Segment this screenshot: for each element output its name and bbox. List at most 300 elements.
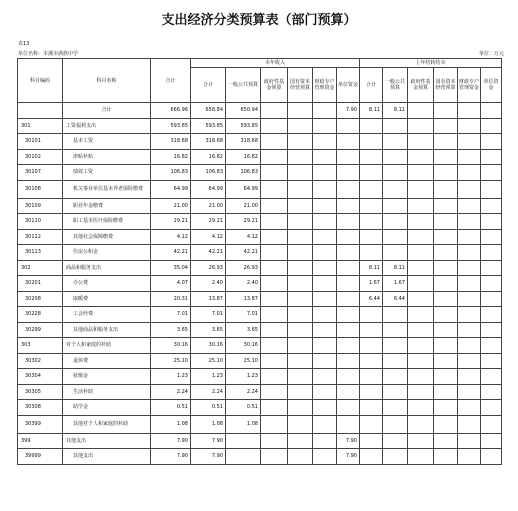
row-value-total: 1.08 <box>151 415 191 433</box>
row-value-v5 <box>313 198 337 214</box>
row-value-v6 <box>337 322 360 338</box>
row-code: 30108 <box>18 180 63 198</box>
row-value-v2: 26.93 <box>226 260 261 276</box>
row-code: 30399 <box>18 415 63 433</box>
row-value-w1: 8.11 <box>360 260 383 276</box>
row-value-v6 <box>337 214 360 230</box>
row-value-w2: 8.11 <box>383 103 408 119</box>
row-code: 30308 <box>18 400 63 416</box>
row-name: 合计 <box>63 103 151 119</box>
row-value-v2: 593.85 <box>226 118 261 134</box>
row-value-v2: 0.51 <box>226 400 261 416</box>
row-value-w6 <box>481 229 502 245</box>
row-value-total: 42.21 <box>151 245 191 261</box>
row-value-v6 <box>337 338 360 354</box>
table-number: 表13 <box>18 41 30 47</box>
row-value-v3 <box>261 245 288 261</box>
row-value-v3 <box>261 103 288 119</box>
row-value-v2: 318.68 <box>226 134 261 150</box>
row-value-w2 <box>383 134 408 150</box>
row-value-v6 <box>337 165 360 181</box>
row-name: 其他对个人和家庭的补助 <box>63 415 151 433</box>
header-carryover-col-3: 国有资本经营预算 <box>434 68 458 103</box>
row-value-v5 <box>313 214 337 230</box>
row-value-v4 <box>288 433 313 449</box>
row-value-w1 <box>360 165 383 181</box>
row-value-v1: 7.01 <box>191 307 226 323</box>
table-row <box>18 433 502 449</box>
row-value-v5 <box>313 118 337 134</box>
row-value-w3 <box>408 369 434 385</box>
money-unit: 单位：万元 <box>478 51 504 57</box>
row-code: 30109 <box>18 198 63 214</box>
row-value-w1 <box>360 384 383 400</box>
row-value-total: 1.23 <box>151 369 191 385</box>
row-code: 301 <box>18 118 63 134</box>
row-value-v3 <box>261 149 288 165</box>
row-name: 绩效工资 <box>63 165 151 181</box>
row-value-v1: 7.90 <box>191 433 226 449</box>
row-value-v2: 2.24 <box>226 384 261 400</box>
table-row <box>18 291 502 307</box>
row-value-w3 <box>408 307 434 323</box>
row-name: 津贴补贴 <box>63 149 151 165</box>
row-value-total: 25.10 <box>151 353 191 369</box>
table-row <box>18 322 502 338</box>
row-value-v6 <box>337 369 360 385</box>
row-value-v2: 29.21 <box>226 214 261 230</box>
row-value-w1: 6.44 <box>360 291 383 307</box>
row-value-v2: 30.16 <box>226 338 261 354</box>
row-value-v3 <box>261 229 288 245</box>
row-value-w1 <box>360 369 383 385</box>
row-name: 抚恤金 <box>63 369 151 385</box>
row-name: 工资福利支出 <box>63 118 151 134</box>
row-value-v5 <box>313 353 337 369</box>
row-value-v6 <box>337 353 360 369</box>
table-row <box>18 118 502 134</box>
row-value-w3 <box>408 180 434 198</box>
row-value-w1 <box>360 134 383 150</box>
row-value-v6 <box>337 291 360 307</box>
row-name: 机关事业单位基本养老保险缴费 <box>63 180 151 198</box>
row-value-v5 <box>313 149 337 165</box>
row-value-w5 <box>458 198 481 214</box>
row-value-v4 <box>288 369 313 385</box>
row-value-v2: 106.83 <box>226 165 261 181</box>
row-value-v1: 64.99 <box>191 180 226 198</box>
row-value-total: 21.00 <box>151 198 191 214</box>
row-value-w2: 8.11 <box>383 260 408 276</box>
table-row <box>18 276 502 292</box>
row-name: 其他商品和服务支出 <box>63 322 151 338</box>
row-value-v3 <box>261 449 288 465</box>
row-value-w2 <box>383 415 408 433</box>
row-value-w6 <box>481 369 502 385</box>
row-value-v4 <box>288 353 313 369</box>
row-value-w4 <box>434 198 458 214</box>
row-value-w2 <box>383 384 408 400</box>
row-value-w5 <box>458 180 481 198</box>
row-value-v4 <box>288 180 313 198</box>
row-value-w1 <box>360 180 383 198</box>
row-value-total: 2.24 <box>151 384 191 400</box>
row-value-w1: 1.67 <box>360 276 383 292</box>
row-value-v5 <box>313 322 337 338</box>
row-value-w4 <box>434 180 458 198</box>
row-value-w2 <box>383 369 408 385</box>
row-value-w6 <box>481 245 502 261</box>
row-value-w1: 8.11 <box>360 103 383 119</box>
row-value-w6 <box>481 260 502 276</box>
row-value-v2: 13.87 <box>226 291 261 307</box>
row-value-w1 <box>360 149 383 165</box>
row-value-v2 <box>226 433 261 449</box>
row-value-w6 <box>481 307 502 323</box>
row-code <box>18 103 63 119</box>
header-current-col-4: 财政专户管理资金 <box>313 68 337 103</box>
row-value-w4 <box>434 165 458 181</box>
row-value-v3 <box>261 291 288 307</box>
header-carryover-col-2: 政府性基金预算 <box>408 68 434 103</box>
row-value-w2 <box>383 118 408 134</box>
row-value-w3 <box>408 449 434 465</box>
row-value-v4 <box>288 384 313 400</box>
row-value-v1: 42.21 <box>191 245 226 261</box>
row-value-v5 <box>313 260 337 276</box>
row-value-w6 <box>481 400 502 416</box>
row-value-total: 3.65 <box>151 322 191 338</box>
row-code: 30113 <box>18 245 63 261</box>
row-name: 办公费 <box>63 276 151 292</box>
table-row <box>18 198 502 214</box>
budget-table <box>17 58 502 465</box>
row-value-total: 35.04 <box>151 260 191 276</box>
row-value-v4 <box>288 165 313 181</box>
row-value-v3 <box>261 384 288 400</box>
row-value-v4 <box>288 276 313 292</box>
row-value-w3 <box>408 103 434 119</box>
row-value-total: 64.99 <box>151 180 191 198</box>
row-value-w4 <box>434 322 458 338</box>
row-value-w4 <box>434 449 458 465</box>
row-name: 基本工资 <box>63 134 151 150</box>
row-value-w6 <box>481 149 502 165</box>
row-value-v6 <box>337 180 360 198</box>
row-value-w1 <box>360 245 383 261</box>
row-value-v1: 7.90 <box>191 449 226 465</box>
row-name: 其他社会保障缴费 <box>63 229 151 245</box>
row-value-w2 <box>383 353 408 369</box>
row-value-w3 <box>408 260 434 276</box>
row-value-w6 <box>481 322 502 338</box>
row-value-v4 <box>288 338 313 354</box>
row-value-total: 666.96 <box>151 103 191 119</box>
row-value-v2: 1.23 <box>226 369 261 385</box>
row-value-w2 <box>383 149 408 165</box>
row-value-w3 <box>408 134 434 150</box>
row-value-w2 <box>383 307 408 323</box>
header-current-col-3: 国有资本经营预算 <box>288 68 313 103</box>
row-value-w4 <box>434 384 458 400</box>
row-value-w4 <box>434 229 458 245</box>
row-code: 302 <box>18 260 63 276</box>
row-value-w3 <box>408 245 434 261</box>
row-value-w3 <box>408 384 434 400</box>
row-code: 30101 <box>18 134 63 150</box>
row-value-v5 <box>313 165 337 181</box>
row-value-w1 <box>360 307 383 323</box>
row-value-w5 <box>458 338 481 354</box>
row-value-w4 <box>434 353 458 369</box>
header-current-col-1: 一般公共预算 <box>226 68 261 103</box>
row-value-v4 <box>288 307 313 323</box>
row-value-v6 <box>337 198 360 214</box>
row-value-w2: 6.44 <box>383 291 408 307</box>
header-carryover: 上年结转结余 <box>360 59 502 68</box>
row-value-v4 <box>288 229 313 245</box>
row-value-w6 <box>481 384 502 400</box>
row-value-v2: 7.01 <box>226 307 261 323</box>
row-value-w6 <box>481 276 502 292</box>
unit-name: 单位名称：本溪市满族中学 <box>18 51 79 57</box>
row-value-v6 <box>337 276 360 292</box>
row-value-v5 <box>313 369 337 385</box>
row-value-w3 <box>408 400 434 416</box>
row-value-w3 <box>408 149 434 165</box>
row-value-v4 <box>288 322 313 338</box>
row-value-v2 <box>226 449 261 465</box>
header-code: 科目编码 <box>18 59 63 103</box>
row-value-w1 <box>360 214 383 230</box>
row-value-v5 <box>313 307 337 323</box>
row-value-v6: 7.90 <box>337 103 360 119</box>
row-value-v3 <box>261 276 288 292</box>
header-total: 合计 <box>151 59 191 103</box>
row-value-w6 <box>481 214 502 230</box>
row-value-w5 <box>458 369 481 385</box>
row-value-w3 <box>408 353 434 369</box>
table-row <box>18 245 502 261</box>
row-value-v5 <box>313 415 337 433</box>
row-value-w5 <box>458 149 481 165</box>
row-value-w1 <box>360 400 383 416</box>
row-value-v3 <box>261 118 288 134</box>
row-code: 30228 <box>18 307 63 323</box>
row-value-w2 <box>383 165 408 181</box>
row-value-w5 <box>458 415 481 433</box>
row-value-v5 <box>313 134 337 150</box>
row-value-w2 <box>383 322 408 338</box>
row-value-total: 16.82 <box>151 149 191 165</box>
row-value-w2 <box>383 198 408 214</box>
row-value-v6: 7.90 <box>337 433 360 449</box>
header-carryover-col-1: 一般公共预算 <box>383 68 408 103</box>
row-name: 工会经费 <box>63 307 151 323</box>
row-value-w6 <box>481 338 502 354</box>
row-value-v1: 658.84 <box>191 103 226 119</box>
row-value-v6 <box>337 307 360 323</box>
table-row <box>18 180 502 198</box>
row-value-w4 <box>434 276 458 292</box>
row-value-v2: 25.10 <box>226 353 261 369</box>
row-value-v1: 16.82 <box>191 149 226 165</box>
row-value-v4 <box>288 260 313 276</box>
row-value-w2 <box>383 214 408 230</box>
row-code: 30201 <box>18 276 63 292</box>
row-value-v2: 64.99 <box>226 180 261 198</box>
row-name: 职业年金缴费 <box>63 198 151 214</box>
row-value-w3 <box>408 322 434 338</box>
row-value-v2: 42.21 <box>226 245 261 261</box>
row-value-v6 <box>337 149 360 165</box>
row-value-total: 29.21 <box>151 214 191 230</box>
row-value-v4 <box>288 415 313 433</box>
row-value-v3 <box>261 400 288 416</box>
row-value-w6 <box>481 118 502 134</box>
row-value-v3 <box>261 260 288 276</box>
row-value-w6 <box>481 134 502 150</box>
table-row <box>18 229 502 245</box>
table-row <box>18 307 502 323</box>
row-value-total: 106.83 <box>151 165 191 181</box>
row-code: 399 <box>18 433 63 449</box>
row-value-v6 <box>337 229 360 245</box>
header-carryover-col-0: 合计 <box>360 68 383 103</box>
table-row <box>18 338 502 354</box>
row-value-w1 <box>360 449 383 465</box>
row-value-v4 <box>288 118 313 134</box>
row-value-w5 <box>458 322 481 338</box>
row-code: 30112 <box>18 229 63 245</box>
row-value-w5 <box>458 400 481 416</box>
row-code: 30107 <box>18 165 63 181</box>
row-value-total: 7.90 <box>151 449 191 465</box>
row-value-w2 <box>383 400 408 416</box>
row-value-w5 <box>458 291 481 307</box>
header-name: 科目名称 <box>63 59 151 103</box>
row-value-w5 <box>458 134 481 150</box>
row-value-w5 <box>458 433 481 449</box>
header-current-col-0: 合计 <box>191 68 226 103</box>
row-value-w6 <box>481 415 502 433</box>
header-current-col-2: 政府性基金预算 <box>261 68 288 103</box>
row-value-v6 <box>337 400 360 416</box>
row-value-w5 <box>458 307 481 323</box>
row-value-v6 <box>337 118 360 134</box>
row-value-w3 <box>408 198 434 214</box>
row-value-w6 <box>481 198 502 214</box>
row-value-w2 <box>383 338 408 354</box>
row-value-w1 <box>360 322 383 338</box>
row-value-v3 <box>261 322 288 338</box>
row-name: 生活补助 <box>63 384 151 400</box>
table-row <box>18 149 502 165</box>
row-value-w6 <box>481 180 502 198</box>
row-value-w5 <box>458 449 481 465</box>
row-value-v3 <box>261 214 288 230</box>
row-value-total: 593.85 <box>151 118 191 134</box>
row-value-v6 <box>337 260 360 276</box>
row-value-w4 <box>434 433 458 449</box>
row-value-w5 <box>458 260 481 276</box>
row-value-v4 <box>288 103 313 119</box>
row-value-w5 <box>458 276 481 292</box>
row-name: 商品和服务支出 <box>63 260 151 276</box>
row-value-w1 <box>360 338 383 354</box>
row-value-total: 318.68 <box>151 134 191 150</box>
table-row <box>18 214 502 230</box>
row-name: 退休费 <box>63 353 151 369</box>
row-value-w5 <box>458 118 481 134</box>
row-value-total: 30.16 <box>151 338 191 354</box>
row-value-v2: 3.65 <box>226 322 261 338</box>
row-value-w1 <box>360 118 383 134</box>
row-value-w5 <box>458 384 481 400</box>
row-value-total: 7.01 <box>151 307 191 323</box>
row-value-v4 <box>288 198 313 214</box>
row-value-v4 <box>288 400 313 416</box>
row-value-total: 0.51 <box>151 400 191 416</box>
row-code: 39999 <box>18 449 63 465</box>
row-value-v3 <box>261 433 288 449</box>
row-value-w2 <box>383 229 408 245</box>
row-value-w3 <box>408 214 434 230</box>
row-value-v3 <box>261 369 288 385</box>
row-value-w4 <box>434 307 458 323</box>
row-code: 30305 <box>18 384 63 400</box>
row-value-v1: 1.23 <box>191 369 226 385</box>
row-value-w4 <box>434 415 458 433</box>
row-value-v1: 4.12 <box>191 229 226 245</box>
row-code: 30302 <box>18 353 63 369</box>
row-value-v6 <box>337 384 360 400</box>
row-name: 其他支出 <box>63 449 151 465</box>
row-value-w4 <box>434 103 458 119</box>
row-value-total: 7.90 <box>151 433 191 449</box>
row-value-w1 <box>360 433 383 449</box>
table-row <box>18 400 502 416</box>
row-value-v1: 21.00 <box>191 198 226 214</box>
row-value-v6 <box>337 134 360 150</box>
row-value-v4 <box>288 134 313 150</box>
row-value-w4 <box>434 260 458 276</box>
row-value-w4 <box>434 245 458 261</box>
row-value-w6 <box>481 433 502 449</box>
row-value-v4 <box>288 291 313 307</box>
row-value-w6 <box>481 353 502 369</box>
row-value-v3 <box>261 180 288 198</box>
row-value-w1 <box>360 415 383 433</box>
row-value-v1: 2.40 <box>191 276 226 292</box>
row-code: 30299 <box>18 322 63 338</box>
row-value-v4 <box>288 449 313 465</box>
table-total-row <box>18 103 502 119</box>
row-value-v1: 13.87 <box>191 291 226 307</box>
row-value-w5 <box>458 214 481 230</box>
row-value-v5 <box>313 291 337 307</box>
row-value-w3 <box>408 276 434 292</box>
row-value-w5 <box>458 229 481 245</box>
row-value-v3 <box>261 338 288 354</box>
row-value-w4 <box>434 369 458 385</box>
row-value-w5 <box>458 103 481 119</box>
row-value-v5 <box>313 103 337 119</box>
row-name: 其他支出 <box>63 433 151 449</box>
header-carryover-col-4: 财政专户管理资金 <box>458 68 481 103</box>
row-value-total: 20.31 <box>151 291 191 307</box>
row-value-v1: 593.85 <box>191 118 226 134</box>
